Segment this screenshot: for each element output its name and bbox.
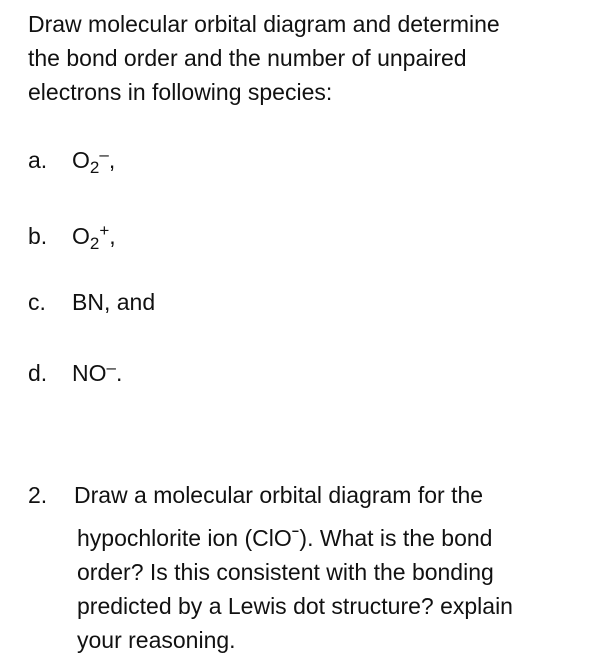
species-item-b xyxy=(28,221,116,251)
item-marker: d. xyxy=(28,360,48,386)
prompt-line: electrons in following species: xyxy=(28,79,333,105)
formula-charge: ‒ xyxy=(106,358,116,377)
formula-base: O xyxy=(72,147,90,173)
species-item-c xyxy=(28,287,155,317)
question-1-prompt xyxy=(28,7,588,109)
question-2-line: predicted by a Lewis dot structure? explain xyxy=(77,593,513,619)
formula-base: NO xyxy=(72,360,107,386)
question-number: 2. xyxy=(28,482,48,508)
question-2-first-line xyxy=(28,478,513,512)
question-2-line: order? Is this consistent with the bonding xyxy=(77,559,494,585)
item-punctuation: , xyxy=(108,147,116,173)
formula-base: O xyxy=(72,223,90,249)
prompt-line: the bond order and the number of unpaired xyxy=(28,45,467,71)
item-marker: c. xyxy=(28,289,46,315)
question-2-text: Draw a molecular orbital diagram for the xyxy=(74,482,484,508)
item-punctuation: , xyxy=(109,223,116,249)
item-marker: b. xyxy=(28,223,48,249)
item-punctuation: . xyxy=(115,360,123,386)
formula-charge: + xyxy=(99,221,110,240)
formula-subscript: 2 xyxy=(89,158,100,177)
species-item-d xyxy=(28,358,122,388)
species-item-a xyxy=(28,145,115,175)
formula-charge: ‒ xyxy=(99,145,109,164)
question-2-line: hypochlorite ion (ClOˉ). What is the bond xyxy=(77,525,493,551)
question-2-line: your reasoning. xyxy=(77,627,236,653)
formula-subscript: 2 xyxy=(89,234,100,253)
question-2 xyxy=(28,478,513,657)
prompt-line: Draw molecular orbital diagram and determine xyxy=(28,11,500,37)
item-marker: a. xyxy=(28,147,48,173)
item-text: BN, and xyxy=(72,289,156,315)
